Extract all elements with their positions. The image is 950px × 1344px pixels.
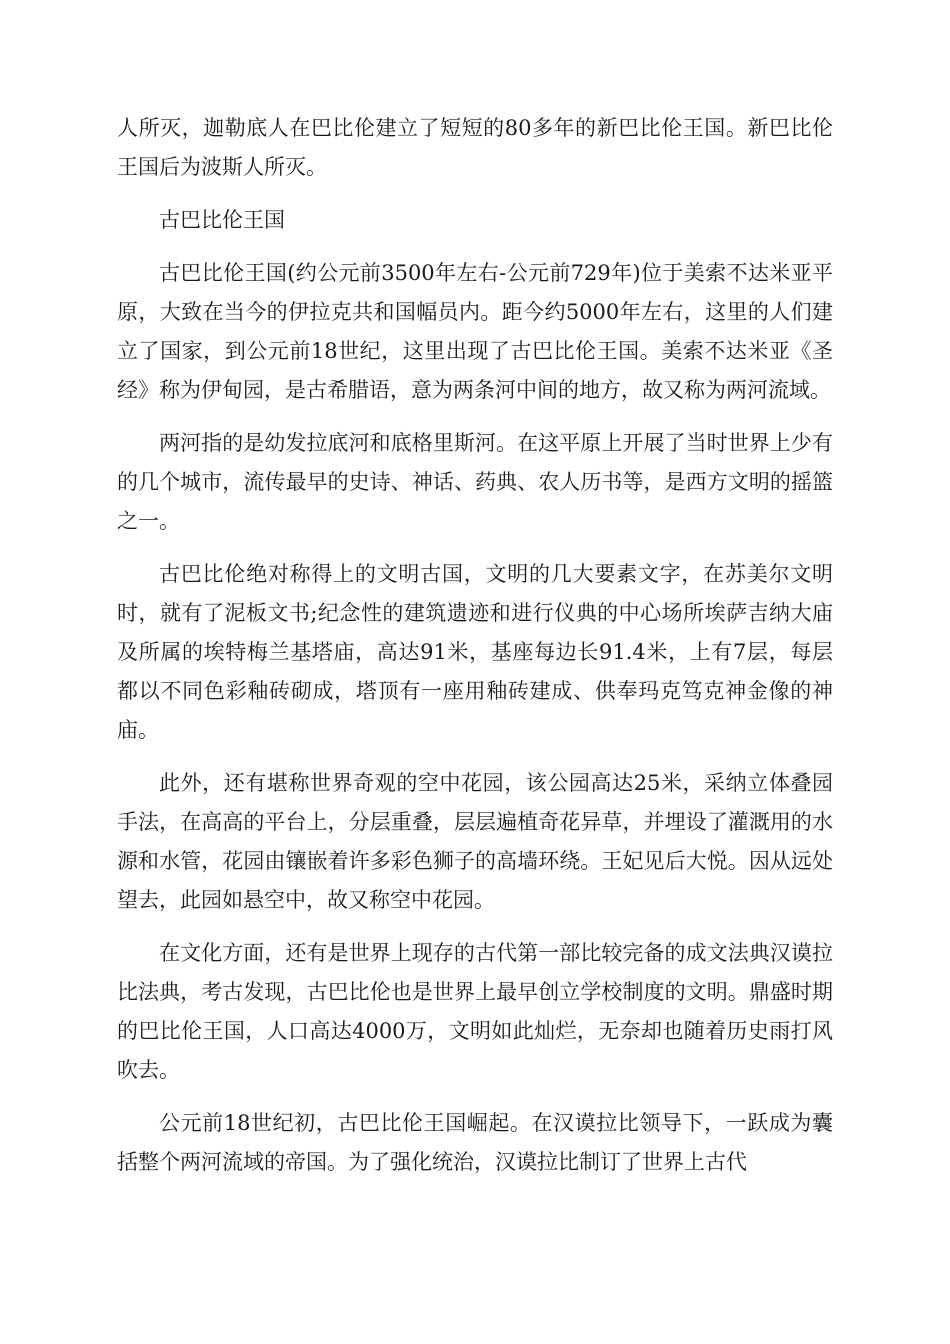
paragraph-culture: 在文化方面，还有是世界上现存的古代第一部比较完备的成文法典汉谟拉比法典，考古发现，古巴比伦也是世界上最早创立学校制度的文明。鼎盛时期的巴比伦王国，人口高达4000万，文明如此灿烂，无奈却也随着历史雨打风吹去。 <box>117 941 833 1082</box>
paragraph-overview: 古巴比伦王国(约公元前3500年左右-公元前729年)位于美索不达米亚平原，大致在当今的伊拉克共和国幅员内。距今约5000年左右，这里的人们建立了国家，到公元前18世纪，这里出现了古巴比伦王国。美索不达米亚《圣经》称为伊甸园，是古希腊语，意为两条河中间的地方，故又称为两河流域。 <box>117 261 833 402</box>
paragraph-civilization: 古巴比伦绝对称得上的文明古国，文明的几大要素文字，在苏美尔文明时，就有了泥板文书;纪念性的建筑遗迹和进行仪典的中心场所埃萨吉纳大庙及所属的埃特梅兰基塔庙，高达91米，基座每边长91.4米，上有7层，每层都以不同色彩釉砖砌成，塔顶有一座用釉砖建成、供奉玛克笃克神金像的神庙。 <box>117 562 833 742</box>
document-body <box>117 109 833 1196</box>
section-heading: 古巴比伦王国 <box>159 208 285 232</box>
paragraph-hanging-gardens: 此外，还有堪称世界奇观的空中花园，该公园高达25米，采纳立体叠园手法，在高高的平台上，分层重叠，层层遍植奇花异草，并埋设了灌溉用的水源和水管，花园由镶嵌着许多彩色狮子的高墙环绕。王妃见后大悦。因从远处望去，此园如悬空中，故又称空中花园。 <box>117 771 833 912</box>
paragraph-two-rivers: 两河指的是幼发拉底河和底格里斯河。在这平原上开展了当时世界上少有的几个城市，流传最早的史诗、神话、药典、农人历书等，是西方文明的摇篮之一。 <box>117 431 833 533</box>
paragraph-hammurabi: 公元前18世纪初，古巴比伦王国崛起。在汉谟拉比领导下，一跃成为囊括整个两河流域的帝国。为了强化统治，汉谟拉比制订了世界上古代 <box>117 1111 833 1174</box>
paragraph-continuation: 人所灭，迦勒底人在巴比伦建立了短短的80多年的新巴比伦王国。新巴比伦王国后为波斯人所灭。 <box>117 116 833 179</box>
